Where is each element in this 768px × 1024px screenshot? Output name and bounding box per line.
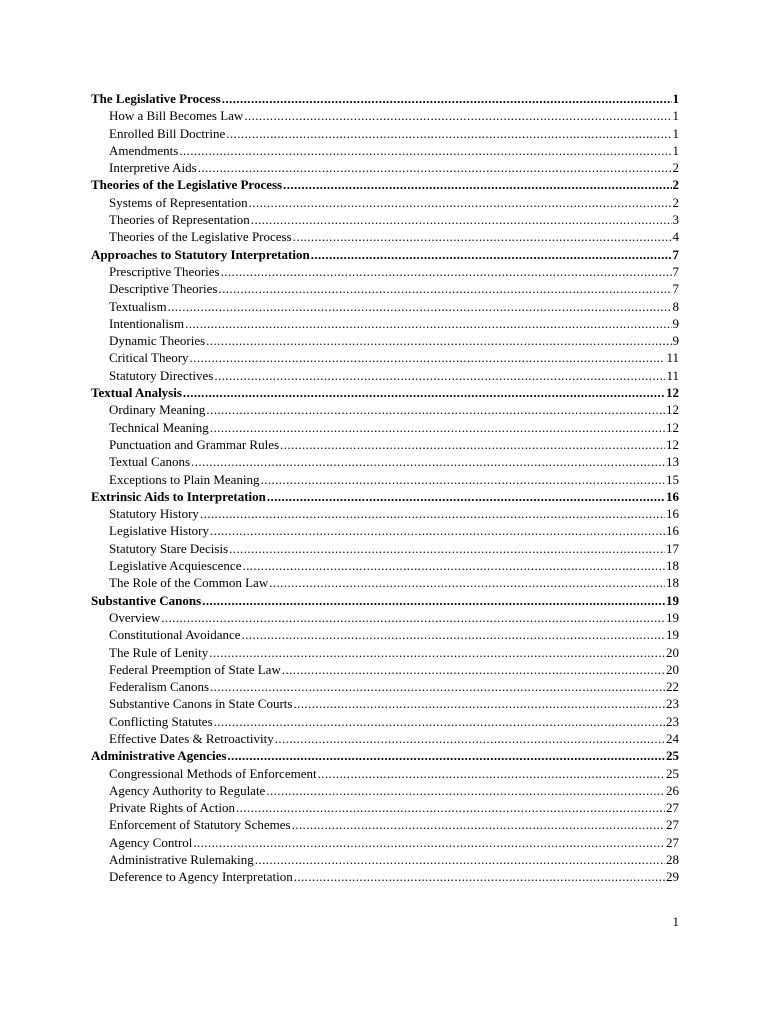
toc-entry-title: The Rule of Lenity xyxy=(109,644,209,660)
dot-leader xyxy=(249,194,672,211)
dot-leader xyxy=(255,851,665,868)
toc-entry-page: 18 xyxy=(666,575,679,591)
toc-entry-page: 4 xyxy=(672,229,679,245)
toc-subsection-entry[interactable] xyxy=(91,159,679,176)
toc-entry-page: 16 xyxy=(666,506,679,522)
dot-leader xyxy=(294,868,665,885)
dot-leader xyxy=(221,263,672,280)
toc-subsection-entry[interactable] xyxy=(91,574,679,591)
dot-leader xyxy=(280,436,665,453)
toc-entry-page: 18 xyxy=(666,558,679,574)
toc-entry-page: 25 xyxy=(666,765,679,781)
toc-entry-title: Interpretive Aids xyxy=(109,160,197,176)
toc-subsection-entry[interactable] xyxy=(91,522,679,539)
toc-entry-page: 7 xyxy=(672,281,679,297)
toc-subsection-entry[interactable] xyxy=(91,211,679,228)
toc-entry-page: 25 xyxy=(666,748,679,764)
dot-leader xyxy=(244,107,671,124)
dot-leader xyxy=(226,125,671,142)
dot-leader xyxy=(185,315,671,332)
toc-entry-title: Legislative Acquiescence xyxy=(109,558,242,574)
toc-entry-page: 12 xyxy=(666,419,679,435)
toc-entry-page: 20 xyxy=(666,644,679,660)
dot-leader xyxy=(206,401,665,418)
toc-entry-title: Theories of the Legislative Process xyxy=(91,177,283,193)
toc-entry-title: Theories of Representation xyxy=(109,212,250,228)
toc-section-entry[interactable] xyxy=(91,246,679,263)
toc-entry-title: Overview xyxy=(109,609,161,625)
dot-leader xyxy=(282,661,665,678)
toc-entry-page: 19 xyxy=(666,627,679,643)
toc-entry-title: Statutory Stare Decisis xyxy=(109,540,229,556)
toc-entry-page: 16 xyxy=(666,488,679,504)
toc-entry-title: Technical Meaning xyxy=(109,419,209,435)
toc-subsection-entry[interactable] xyxy=(91,834,679,851)
toc-entry-page: 9 xyxy=(672,333,679,349)
toc-subsection-entry[interactable] xyxy=(91,125,679,142)
toc-subsection-entry[interactable] xyxy=(91,332,679,349)
toc-section-entry[interactable] xyxy=(91,384,679,401)
dot-leader xyxy=(214,713,665,730)
toc-entry-page: 16 xyxy=(666,523,679,539)
toc-entry-page: 8 xyxy=(672,298,679,314)
toc-entry-title: Administrative Agencies xyxy=(91,748,227,764)
toc-entry-title: The Legislative Process xyxy=(91,91,221,106)
toc-entry-page: 3 xyxy=(672,212,679,228)
toc-subsection-entry[interactable] xyxy=(91,626,679,643)
toc-entry-page: 22 xyxy=(666,679,679,695)
toc-subsection-entry[interactable] xyxy=(91,107,679,124)
toc-subsection-entry[interactable] xyxy=(91,557,679,574)
toc-entry-page: 2 xyxy=(672,194,679,210)
toc-entry-page: 1 xyxy=(672,142,679,158)
toc-section-entry[interactable] xyxy=(91,488,679,505)
toc-entry-page: 28 xyxy=(666,852,679,868)
toc-entry-title: Ordinary Meaning xyxy=(109,402,206,418)
dot-leader xyxy=(293,228,672,245)
toc-subsection-entry[interactable] xyxy=(91,661,679,678)
toc-entry-page: 1 xyxy=(672,125,679,141)
toc-entry-title: Textual Canons xyxy=(109,454,191,470)
toc-subsection-entry[interactable] xyxy=(91,263,679,280)
toc-entry-title: Textual Analysis xyxy=(91,385,182,401)
toc-entry-page: 23 xyxy=(666,713,679,729)
toc-entry-page: 26 xyxy=(666,782,679,798)
toc-subsection-entry[interactable] xyxy=(91,644,679,661)
dot-leader xyxy=(242,557,665,574)
toc-entry-title: Federalism Canons xyxy=(109,679,210,695)
toc-entry-page: 17 xyxy=(666,540,679,556)
toc-subsection-entry[interactable] xyxy=(91,868,679,885)
toc-entry-page: 27 xyxy=(666,817,679,833)
toc-subsection-entry[interactable] xyxy=(91,782,679,799)
toc-entry-title: Private Rights of Action xyxy=(109,800,236,816)
toc-entry-page: 29 xyxy=(666,869,679,885)
toc-entry-title: How a Bill Becomes Law xyxy=(109,108,244,124)
toc-entry-page: 7 xyxy=(672,263,679,279)
dot-leader xyxy=(266,782,665,799)
dot-leader xyxy=(293,695,665,712)
dot-leader xyxy=(200,505,665,522)
toc-entry-title: Congressional Methods of Enforcement xyxy=(109,765,317,781)
toc-subsection-entry[interactable] xyxy=(91,540,679,557)
toc-entry-page: 27 xyxy=(666,800,679,816)
toc-subsection-entry[interactable] xyxy=(91,453,679,470)
toc-entry-page: 15 xyxy=(666,471,679,487)
dot-leader xyxy=(222,90,672,107)
dot-leader xyxy=(261,471,665,488)
toc-entry-page: 9 xyxy=(672,315,679,331)
toc-subsection-entry[interactable] xyxy=(91,609,679,626)
toc-entry-title: Extrinsic Aids to Interpretation xyxy=(91,488,266,504)
dot-leader xyxy=(161,609,665,626)
dot-leader xyxy=(251,211,672,228)
toc-entry-page: 7 xyxy=(672,246,679,262)
toc-entry-title: Legislative History xyxy=(109,523,210,539)
toc-entry-page: 11 xyxy=(666,367,679,383)
toc-subsection-entry[interactable] xyxy=(91,730,679,747)
toc-subsection-entry[interactable] xyxy=(91,280,679,297)
toc-entry-title: Dynamic Theories xyxy=(109,333,206,349)
dot-leader xyxy=(179,142,671,159)
toc-entry-page: 27 xyxy=(666,834,679,850)
toc-entry-title: Intentionalism xyxy=(109,315,185,331)
dot-leader xyxy=(269,574,665,591)
toc-subsection-entry[interactable] xyxy=(91,695,679,712)
toc-entry-title: Statutory Directives xyxy=(109,367,214,383)
dot-leader xyxy=(191,453,665,470)
toc-entry-page: 11 xyxy=(666,350,679,366)
toc-entry-title: Federal Preemption of State Law xyxy=(109,661,281,677)
dot-leader xyxy=(210,678,665,695)
toc-entry-page: 2 xyxy=(672,160,679,176)
toc-entry-page: 12 xyxy=(666,385,679,401)
toc-entry-page: 19 xyxy=(666,609,679,625)
toc-subsection-entry[interactable] xyxy=(91,713,679,730)
toc-entry-title: Textualism xyxy=(109,298,167,314)
dot-leader xyxy=(214,367,665,384)
dot-leader xyxy=(202,592,665,609)
dot-leader xyxy=(227,747,665,764)
dot-leader xyxy=(193,834,665,851)
dot-leader xyxy=(229,540,665,557)
toc-subsection-entry[interactable] xyxy=(91,851,679,868)
toc-subsection-entry[interactable] xyxy=(91,298,679,315)
toc-entry-title: Theories of the Legislative Process xyxy=(109,229,292,245)
toc-entry-title: Enforcement of Statutory Schemes xyxy=(109,817,291,833)
toc-subsection-entry[interactable] xyxy=(91,349,679,366)
dot-leader xyxy=(275,730,665,747)
toc-entry-title: Effective Dates & Retroactivity xyxy=(109,730,274,746)
toc-subsection-entry[interactable] xyxy=(91,142,679,159)
dot-leader xyxy=(168,298,672,315)
dot-leader xyxy=(292,816,665,833)
toc-entry-page: 23 xyxy=(666,696,679,712)
toc-entry-page: 2 xyxy=(672,177,679,193)
toc-entry-page: 12 xyxy=(666,402,679,418)
toc-subsection-entry[interactable] xyxy=(91,228,679,245)
dot-leader xyxy=(210,419,665,436)
toc-entry-page: 13 xyxy=(666,454,679,470)
dot-leader xyxy=(218,280,671,297)
toc-entry-title: Conflicting Statutes xyxy=(109,713,213,729)
dot-leader xyxy=(198,159,672,176)
toc-entry-page: 1 xyxy=(672,91,679,106)
dot-leader xyxy=(209,644,665,661)
toc-entry-title: Constitutional Avoidance xyxy=(109,627,241,643)
toc-entry-title: Descriptive Theories xyxy=(109,281,218,297)
toc-subsection-entry[interactable] xyxy=(91,419,679,436)
dot-leader xyxy=(318,765,665,782)
toc-subsection-entry[interactable] xyxy=(91,315,679,332)
toc-entry-title: Statutory History xyxy=(109,506,199,522)
toc-section-entry[interactable] xyxy=(91,90,679,107)
toc-entry-title: Exceptions to Plain Meaning xyxy=(109,471,260,487)
toc-entry-title: Substantive Canons xyxy=(91,592,202,608)
dot-leader xyxy=(267,488,665,505)
toc-section-entry[interactable] xyxy=(91,176,679,193)
toc-entry-title: Agency Authority to Regulate xyxy=(109,782,266,798)
page-number: 1 xyxy=(672,914,679,929)
dot-leader xyxy=(242,626,665,643)
toc-entry-page: 20 xyxy=(666,661,679,677)
toc-entry-title: Deference to Agency Interpretation xyxy=(109,869,293,885)
dot-leader xyxy=(283,176,671,193)
toc-entry-title: Systems of Representation xyxy=(109,194,248,210)
toc-entry-title: Enrolled Bill Doctrine xyxy=(109,125,226,141)
dot-leader xyxy=(210,522,665,539)
toc-subsection-entry[interactable] xyxy=(91,799,679,816)
dot-leader xyxy=(311,246,672,263)
toc-entry-page: 12 xyxy=(666,436,679,452)
toc-subsection-entry[interactable] xyxy=(91,816,679,833)
toc-subsection-entry[interactable] xyxy=(91,401,679,418)
toc-entry-title: Punctuation and Grammar Rules xyxy=(109,436,280,452)
toc-entry-page: 24 xyxy=(666,730,679,746)
toc-entry-title: Prescriptive Theories xyxy=(109,263,220,279)
toc-entry-page: 1 xyxy=(672,108,679,124)
toc-subsection-entry[interactable] xyxy=(91,194,679,211)
toc-section-entry[interactable] xyxy=(91,592,679,609)
toc-entry-title: Critical Theory xyxy=(109,350,189,366)
toc-subsection-entry[interactable] xyxy=(91,367,679,384)
toc-subsection-entry[interactable] xyxy=(91,471,679,488)
toc-entry-title: Approaches to Statutory Interpretation xyxy=(91,246,310,262)
dot-leader xyxy=(206,332,671,349)
dot-leader xyxy=(236,799,665,816)
toc-entry-title: Administrative Rulemaking xyxy=(109,852,254,868)
toc-entry-page: 19 xyxy=(666,592,679,608)
toc-entry-title: The Role of the Common Law xyxy=(109,575,269,591)
toc-entry-title: Agency Control xyxy=(109,834,193,850)
toc-subsection-entry[interactable] xyxy=(91,678,679,695)
toc-section-entry[interactable] xyxy=(91,747,679,764)
toc-subsection-entry[interactable] xyxy=(91,505,679,522)
table-of-contents xyxy=(91,90,679,886)
dot-leader xyxy=(183,384,665,401)
toc-entry-title: Substantive Canons in State Courts xyxy=(109,696,293,712)
toc-entry-title: Amendments xyxy=(109,142,179,158)
toc-subsection-entry[interactable] xyxy=(91,436,679,453)
dot-leader xyxy=(190,349,666,366)
toc-subsection-entry[interactable] xyxy=(91,765,679,782)
